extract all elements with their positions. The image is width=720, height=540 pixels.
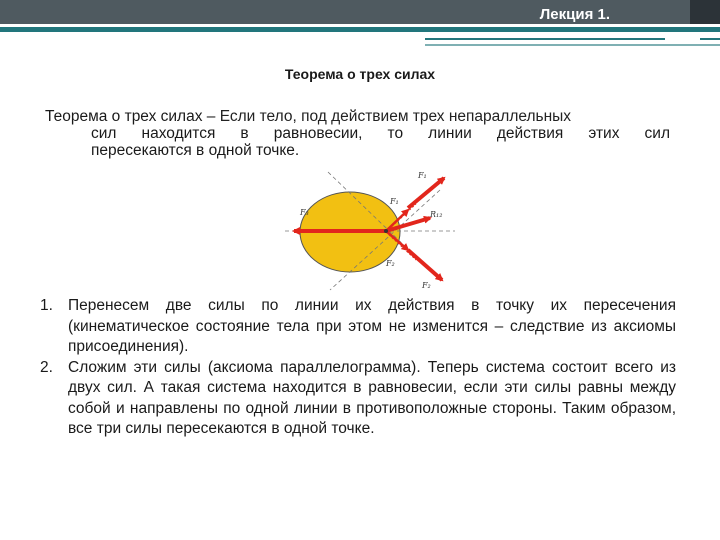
step-number: 1. — [40, 297, 53, 314]
arrow-f1 — [408, 178, 444, 208]
three-forces-diagram — [280, 160, 470, 295]
label-f3: F₃ — [300, 208, 309, 217]
label-r12: R₁₂ — [430, 210, 443, 219]
label-f1-prime: F₁ — [390, 197, 399, 206]
label-f1: F₁ — [418, 171, 427, 180]
theorem-line-2: сил находится в равновесии, то линии действия этих сил — [91, 125, 670, 142]
header-rule — [0, 27, 720, 32]
label-f2: F₂ — [422, 281, 431, 290]
lecture-label: Лекция 1. — [539, 6, 610, 23]
theorem-line-1: Если тело, под действием трех непараллельных — [219, 108, 572, 125]
header-bar — [0, 0, 720, 24]
proof-step-2 — [40, 358, 676, 440]
theorem-dash: – — [202, 108, 220, 125]
intersection-point — [384, 229, 388, 233]
header-corner — [690, 0, 720, 24]
theorem-line-3: пересекаются в одной точке. — [91, 142, 300, 159]
header-rule-short — [425, 38, 665, 40]
step-text: Сложим эти силы (аксиома параллелограмма). Теперь система состоит всего из двух сил. А такая система находится в равновесии, если эти силы равны между собой и направлены по одной линии в противоположные стороны. Таким образом, все три силы пересекаются в одной точке. — [68, 358, 676, 437]
header-rule-light — [425, 44, 720, 46]
arrow-f2 — [408, 250, 442, 280]
step-number: 2. — [40, 358, 53, 376]
step-text: Перенесем две силы по линии их действия в точку их пересечения (кинематическое состояние тела при этом не изменится – следствие из аксиомы присоединения). — [68, 297, 676, 355]
header-rule-end — [700, 38, 720, 40]
label-f2-prime: F₂ — [386, 259, 395, 268]
theorem-term: Теорема о трех силах — [45, 108, 203, 125]
proof-step-1 — [40, 296, 676, 358]
slide-title: Теорема о трех силах — [284, 66, 436, 82]
proof-steps — [40, 296, 676, 440]
theorem-statement — [45, 108, 670, 159]
